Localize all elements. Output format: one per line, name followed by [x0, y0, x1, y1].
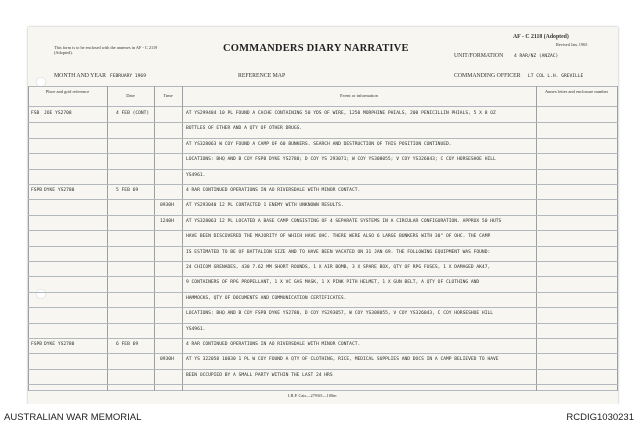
reference-map-label: REFERENCE MAP: [238, 73, 286, 79]
printer-line: I.B.P. Cats—279/65—100m: [288, 393, 337, 398]
table-row: [28, 354, 618, 366]
time-cell: 0930H: [160, 203, 174, 209]
date-cell: 5 FEB 69: [116, 188, 139, 193]
event-cell: 4 RAR CONTINUED OPERATIONS IN AO RIVERSDALE WITH MINOR CONTACT.: [186, 342, 361, 347]
event-cell: YS4961.: [186, 172, 206, 178]
table-row: [28, 370, 618, 382]
table-row: [28, 277, 618, 289]
event-cell: AT YS299484 10 PL FOUND A CACHE CONTAINING 50 YDS OF WIRE, 1250 MORPHINE PHIALS, 200 PENICILLIN PHIALS, 5 X 8 OZ: [186, 111, 496, 116]
place-cell: FSPB: [31, 342, 43, 347]
event-cell: BOTTLES OF ETHER AND A QTY OF OTHER DRUGS.: [186, 126, 303, 132]
row-rule: [28, 384, 618, 385]
event-cell: AT YS328063 12 PL LOCATED A BASE CAMP CONSISTING OF 4 SEPARATE SYSTEMS IN A CIRCULAR CONFIGURATION. APPROX 50 HUTS: [186, 218, 502, 224]
event-cell: AT YS293040 12 PL CONTACTED 1 ENEMY WITH UNKNOWN RESULTS.: [186, 203, 344, 209]
col-time-header: Time: [163, 93, 173, 98]
event-cell: AT YS328063 W COY FOUND A CAMP OF 60 BUNKERS. SEARCH AND DESTRUCTION OF THIS POSITION CONTINUED.: [186, 141, 452, 147]
unit-value: 4 RAR/NZ (ANZAC): [514, 54, 559, 59]
footer-record-id: RCDIG1030231: [566, 412, 634, 423]
col-event-header: Event or information: [340, 93, 378, 98]
table-row: [28, 139, 618, 151]
table-row: [28, 123, 618, 135]
event-cell: IS ESTIMATED TO BE OF BATTALION SIZE AND TO HAVE BEEN VACATED ON 31 JAN 69. THE FOLLOWING EQUIPMENT WAS FOUND:: [186, 249, 491, 255]
table-row: [28, 293, 618, 305]
event-cell: BEEN OCCUPIED BY A SMALL PARTY WITHIN THE LAST 24 HRS: [186, 372, 333, 378]
table-row: [28, 262, 618, 274]
table-row: [28, 231, 618, 243]
revised-date: Revised Jan, 1965: [556, 42, 588, 47]
table-row: [28, 324, 618, 336]
month-value: FEBRUARY 1969: [110, 74, 146, 79]
grid-reference-cell: DYKE YS2780: [44, 188, 75, 193]
commanding-officer-value: LT COL L.H. GREVILLE: [528, 74, 584, 79]
event-cell: HAMMOCKS, QTY OF DOCUMENTS AND COMMUNICATION CERTIFICATES.: [186, 295, 347, 301]
place-cell: FSPB: [31, 188, 43, 193]
table-row: [28, 200, 618, 212]
table-row: [28, 308, 618, 320]
table-row: [28, 339, 618, 351]
unit-label: UNIT/FORMATION: [454, 53, 504, 59]
event-cell: LOCATIONS: BHQ AND B COY FSPB DYKE YS2780; D COY YS 293071; W COY YS308055; V COY YS326043; C COY HORSESHOE HILL: [186, 157, 496, 163]
footer-institution: AUSTRALIAN WAR MEMORIAL: [4, 412, 142, 423]
col-date-header: Date: [126, 93, 135, 98]
diary-table: [28, 86, 618, 391]
diary-sheet: [28, 27, 618, 404]
event-cell: YS4961.: [186, 326, 206, 332]
table-row: [28, 154, 618, 166]
table-row: [28, 170, 618, 182]
grid-reference-cell: JOE YS2708: [44, 111, 72, 116]
event-cell: HAVE BEEN DISCOVERED THE MAJORITY OF WHICH HAVE OHC. THERE WERE ALSO 6 LARGE BUNKERS WITH 30" OF OHC. THE CAMP: [186, 234, 491, 240]
event-cell: 24 CHICOM GRENADES, 430 7.62 MM SHORT ROUNDS, 1 X AIR BOMB, 3 X SPARE BOX, QTY OF RPG FUSES, 1 X DAMAGED AK47,: [186, 265, 491, 270]
time-cell: 0930H: [160, 357, 174, 363]
form-number: AF - C 2118 (Adopted): [513, 34, 569, 40]
date-cell: 6 FEB 69: [116, 342, 139, 347]
event-cell: 9 CONTAINERS OF RPG PROPELLANT, 1 X VC GAS MASK, 1 X PINK PITH HELMET, 1 X GUN BELT, A QTY OF CLOTHING AND: [186, 280, 480, 286]
col-place-header: Place and grid reference: [45, 89, 90, 94]
table-row: [28, 185, 618, 197]
time-cell: 1240H: [160, 218, 174, 224]
table-row: [28, 108, 618, 120]
month-label: MONTH AND YEAR: [54, 73, 106, 79]
commanding-officer-label: COMMANDING OFFICER: [454, 73, 521, 79]
enclosure-note: This form is to be enclosed with the annexes in AF - C 2119 (Adopted).: [54, 45, 158, 56]
event-cell: AT YS 322058 10830 1 PL W COY FOUND A QTY OF CLOTHING, RICE, MEDICAL SUPPLIES AND DOCS IN A CAMP BELIEVED TO HAVE: [186, 357, 499, 363]
event-cell: LOCATIONS: BHQ AND B COY FSPB DYKE YS2780, D COY YS293057, W COY YS308055, V COY YS326043, C COY HORSESHOE HILL: [186, 311, 493, 317]
date-cell: 4 FEB (CONT): [116, 111, 150, 116]
table-row: [28, 247, 618, 259]
event-cell: 4 RAR CONTINUED OPERATIONS IN AO RIVERSDALE WITH MINOR CONTACT.: [186, 188, 361, 193]
table-row: [28, 216, 618, 228]
archive-footer: [0, 404, 640, 431]
page-title: COMMANDERS DIARY NARRATIVE: [223, 43, 409, 54]
place-cell: FSB: [31, 111, 40, 116]
grid-reference-cell: DYKE YS2780: [44, 342, 75, 347]
col-annex-header: Annex letter and enclosure number: [544, 89, 609, 94]
